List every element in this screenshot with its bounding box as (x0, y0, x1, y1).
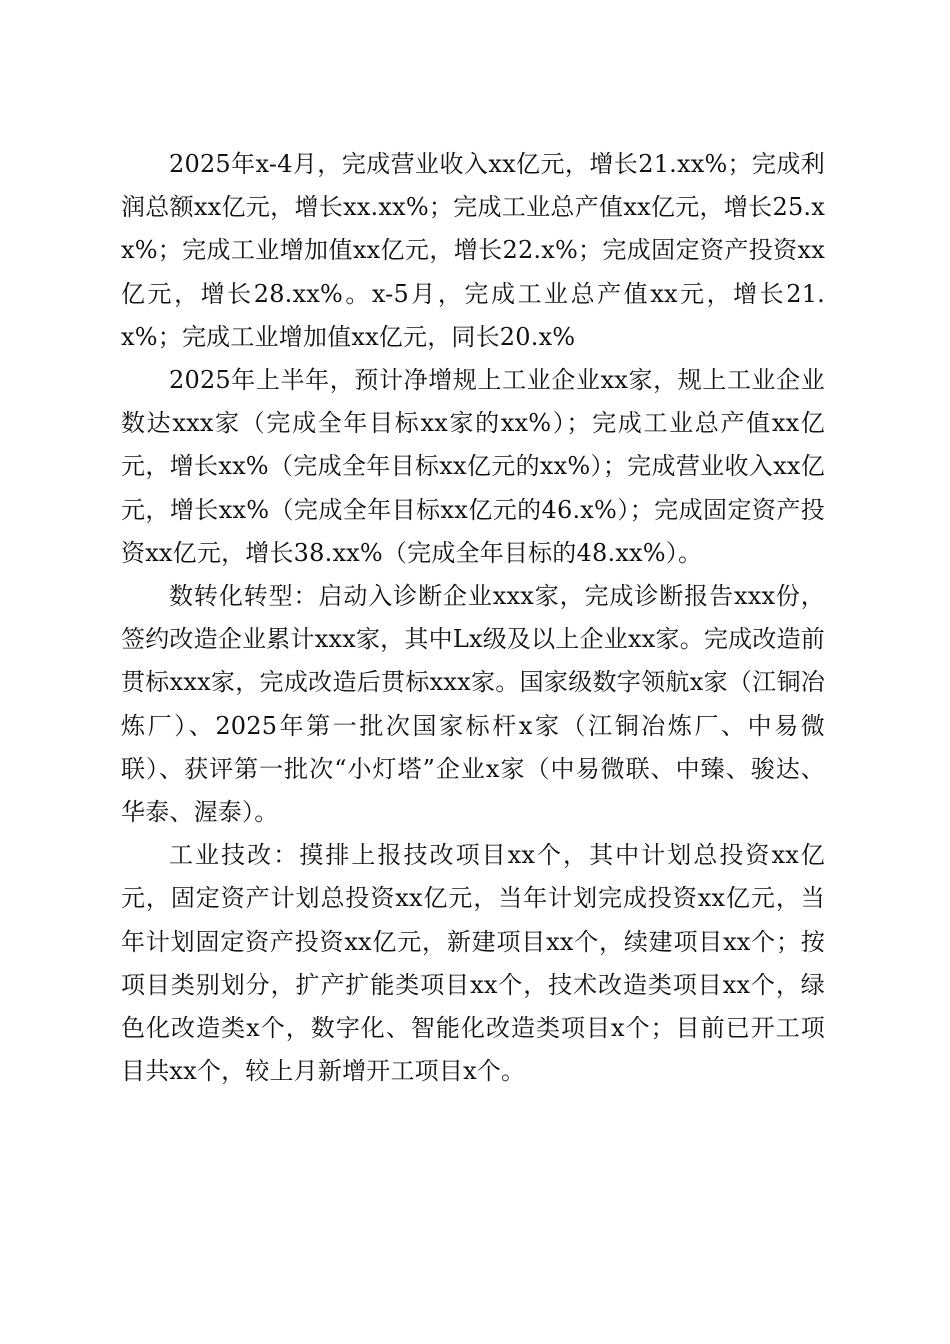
paragraph-economic-indicators: 2025年x-4月，完成营业收入xx亿元，增长21.xx%；完成利润总额xx亿元，增长xx.xx%；完成工业总产值xx亿元，增长25.xx%；完成工业增加值xx亿元，增长22.x%；完成固定资产投资xx亿元，增长28.xx%。x-5月，完成工业总产值xx元，增长21.x%；完成工业增加值xx亿元，同长20.x% (121, 150, 825, 351)
document-body (121, 143, 825, 1093)
paragraph-digital-transformation: 数转化转型：启动入诊断企业xxx家，完成诊断报告xxx份，签约改造企业累计xxx家，其中Lx级及以上企业xx家。完成改造前贯标xxx家，完成改造后贯标xxx家。国家级数字领航x家（江铜冶炼厂）、2025年第一批次国家标杆x家（江铜冶炼厂、中易微联）、获评第一批次“小灯塔”企业x家（中易微联、中臻、骏达、华泰、渥泰）。 (121, 582, 825, 827)
paragraph-half-year-summary: 2025年上半年，预计净增规上工业企业xx家，规上工业企业数达xxx家（完成全年目标xx家的xx%）；完成工业总产值xx亿元，增长xx%（完成全年目标xx亿元的xx%）；完成营业收入xx亿元，增长xx%（完成全年目标xx亿元的46.x%）；完成固定资产投资xx亿元，增长38.xx%（完成全年目标的48.xx%）。 (121, 366, 825, 567)
paragraph-industrial-renovation: 工业技改：摸排上报技改项目xx个，其中计划总投资xx亿元，固定资产计划总投资xx亿元，当年计划完成投资xx亿元，当年计划固定资产投资xx亿元，新建项目xx个，续建项目xx个；按项目类别划分，扩产扩能类项目xx个，技术改造类项目xx个，绿色化改造类x个，数字化、智能化改造类项目x个；目前已开工项目共xx个，较上月新增开工项目x个。 (121, 841, 825, 1086)
